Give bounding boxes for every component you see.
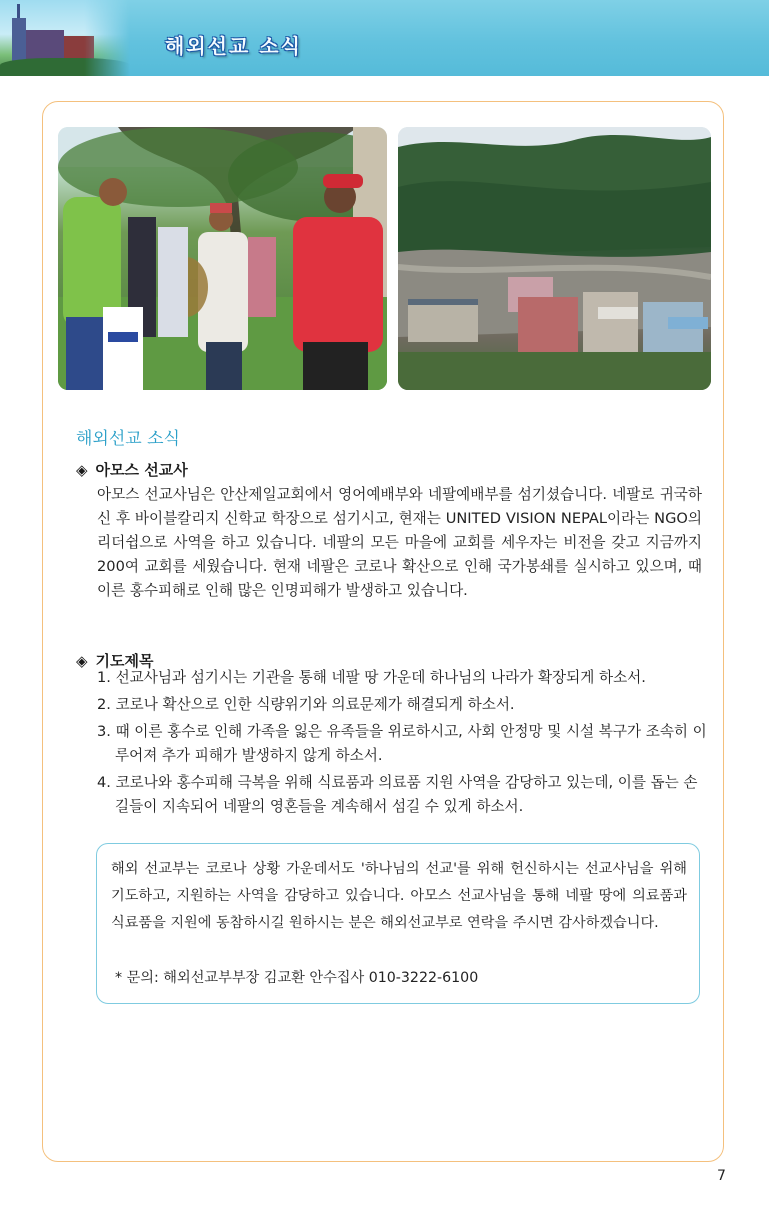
prayer-item: 4. 코로나와 홍수피해 극복을 위해 식료품과 의료품 지원 사역을 감당하고 있는데, 이를 돕는 손길들이 지속되어 네팔의 영혼들을 계속해서 섬길 수 있게 하소서. (97, 774, 698, 815)
relief-distribution-photo (58, 127, 387, 390)
prayer-item: 2. 코로나 확산으로 인한 식량위기와 의료문제가 해결되게 하소서. (97, 696, 515, 713)
banner-title: 해외선교 소식 (165, 34, 302, 58)
prayer-list (97, 666, 707, 822)
church-building-photo (0, 0, 130, 76)
missionary-paragraph: 아모스 선교사님은 안산제일교회에서 영어예배부와 네팔예배부를 섬기셨습니다. 네팔로 귀국하신 후 바이블칼리지 신학교 학장으로 섬기시고, 현재는 UNITED VISION NEPAL이라는 NGO의 리더쉽으로 사역을 하고 있습니다. 네팔의 모든 마을에 교회를 세우자는 비전을 갖고 지금까지 200여 교회를 세웠습니다. 현재 네팔은 코로나 확산으로 인해 국가봉쇄를 실시하고 있으며, 때 이른 홍수피해로 인해 많은 인명피해가 발생하고 있습니다. (97, 486, 702, 599)
prayer-item: 3. 때 이른 홍수로 인해 가족을 잃은 유족들을 위로하시고, 사회 안정망 및 시설 복구가 조속히 이루어져 추가 피해가 발생하지 않게 하소서. (97, 723, 707, 764)
missionary-heading-text: 아모스 선교사 (95, 461, 188, 479)
contact-line: * 문의: 해외선교부부장 김교환 안수집사 010-3222-6100 (115, 970, 479, 986)
diamond-bullet-icon: ◈ (76, 461, 88, 479)
header-banner (0, 0, 769, 76)
prayer-item: 1. 선교사님과 섬기시는 기관을 통해 네팔 땅 가운데 하나님의 나라가 확장되게 하소서. (97, 669, 646, 686)
section-title: 해외선교 소식 (76, 429, 180, 449)
support-info-box (96, 843, 700, 1004)
page-number: 7 (717, 1168, 726, 1184)
diamond-bullet-icon: ◈ (76, 652, 88, 670)
prayer-heading-text: 기도제목 (95, 652, 154, 670)
support-info-text: 해외 선교부는 코로나 상황 가운데서도 '하나님의 선교'를 위해 헌신하시는 선교사님을 위해 기도하고, 지원하는 사역을 감당하고 있습니다. 아모스 선교사님을 통해 네팔 땅에 의료품과 식료품을 지원에 동참하시길 원하시는 분은 해외선교부로 연락을 주시면 감사하겠습니다. (111, 861, 687, 931)
missionary-heading (76, 459, 188, 480)
flood-damage-photo (398, 127, 711, 390)
